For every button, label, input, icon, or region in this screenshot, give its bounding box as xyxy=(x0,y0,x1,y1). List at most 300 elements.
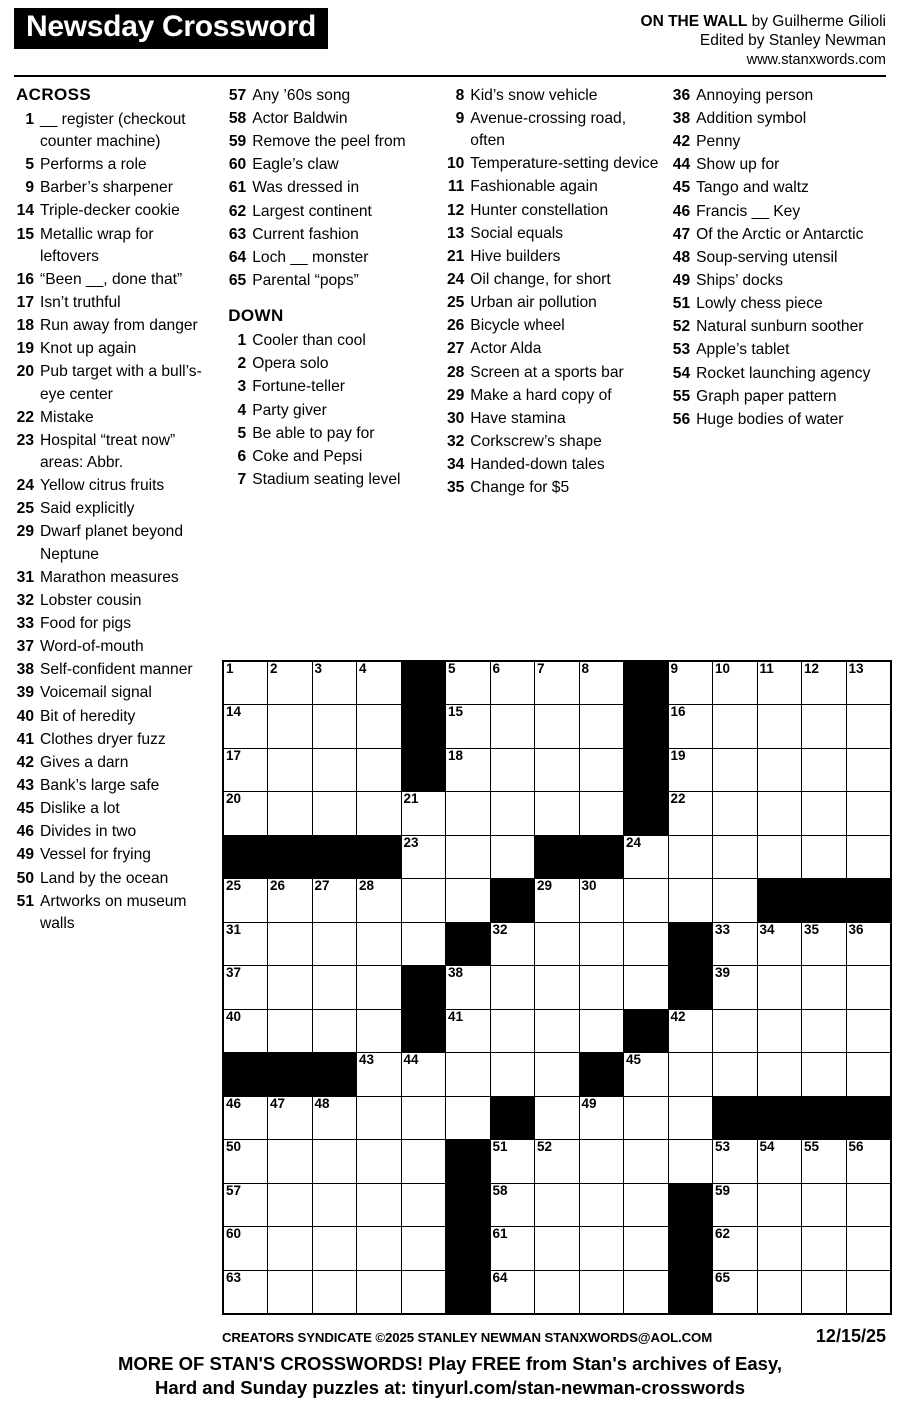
grid-cell[interactable] xyxy=(446,705,491,749)
grid-cell[interactable] xyxy=(312,1009,357,1053)
clue-number: 9 xyxy=(25,179,34,197)
clue-across-33[interactable] xyxy=(14,613,216,635)
grid-cell[interactable] xyxy=(490,966,535,1010)
clue-across-58[interactable] xyxy=(226,108,434,130)
grid-cell[interactable] xyxy=(713,879,758,923)
grid-cell[interactable] xyxy=(713,1227,758,1271)
grid-cell[interactable] xyxy=(312,879,357,923)
grid-block-cell xyxy=(757,1096,802,1140)
grid-cell[interactable] xyxy=(401,922,446,966)
grid-cell[interactable] xyxy=(223,1227,268,1271)
grid-cell[interactable] xyxy=(713,661,758,705)
grid-cell[interactable] xyxy=(802,661,847,705)
clue-down-9[interactable] xyxy=(444,108,660,152)
clue-across-50[interactable] xyxy=(14,868,216,890)
grid-row xyxy=(223,748,891,792)
grid-cell[interactable] xyxy=(535,1096,580,1140)
grid-cell[interactable] xyxy=(713,705,758,749)
clue-down-4[interactable] xyxy=(226,400,434,422)
clue-down-25[interactable] xyxy=(444,292,660,314)
grid-cell[interactable] xyxy=(268,661,313,705)
grid-cell[interactable] xyxy=(268,1096,313,1140)
grid-row xyxy=(223,835,891,879)
grid-cell[interactable] xyxy=(535,792,580,836)
clue-across-19[interactable] xyxy=(14,338,216,360)
grid-cell[interactable] xyxy=(535,1183,580,1227)
grid-cell[interactable] xyxy=(535,661,580,705)
down-clue-list-part2 xyxy=(444,85,660,500)
clue-across-41[interactable] xyxy=(14,729,216,751)
grid-cell[interactable] xyxy=(624,1140,669,1184)
grid-cell[interactable] xyxy=(401,1227,446,1271)
grid-cell[interactable] xyxy=(624,1053,669,1097)
grid-cell[interactable] xyxy=(490,1183,535,1227)
clue-down-49[interactable] xyxy=(670,270,886,292)
clue-down-48[interactable] xyxy=(670,247,886,269)
grid-cell-number: 43 xyxy=(359,1052,375,1067)
clue-number: 50 xyxy=(16,869,34,887)
grid-cell[interactable] xyxy=(757,966,802,1010)
grid-block-cell xyxy=(446,1140,491,1184)
grid-cell[interactable] xyxy=(579,705,624,749)
clue-down-35[interactable] xyxy=(444,477,660,499)
grid-cell[interactable] xyxy=(713,1009,758,1053)
grid-cell[interactable] xyxy=(802,835,847,879)
puzzle-author: by Guilherme Gilioli xyxy=(751,13,886,30)
grid-cell[interactable] xyxy=(802,1053,847,1097)
grid-cell[interactable] xyxy=(312,1227,357,1271)
grid-cell[interactable] xyxy=(535,1053,580,1097)
grid-cell[interactable] xyxy=(401,1053,446,1097)
clue-down-3[interactable] xyxy=(226,376,434,398)
clue-text: __ register (checkout counter machine) xyxy=(40,110,186,151)
grid-cell[interactable] xyxy=(535,748,580,792)
grid-cell[interactable] xyxy=(846,1270,891,1314)
grid-cell[interactable] xyxy=(223,792,268,836)
clue-across-59[interactable] xyxy=(226,131,434,153)
clue-down-46[interactable] xyxy=(670,201,886,223)
grid-cell[interactable] xyxy=(401,1270,446,1314)
clue-text: Party giver xyxy=(252,401,327,419)
clue-down-2[interactable] xyxy=(226,353,434,375)
grid-cell[interactable] xyxy=(312,1096,357,1140)
grid-cell[interactable] xyxy=(579,966,624,1010)
grid-cell[interactable] xyxy=(223,922,268,966)
clue-down-7[interactable] xyxy=(226,469,434,491)
grid-cell[interactable] xyxy=(490,792,535,836)
clue-down-44[interactable] xyxy=(670,154,886,176)
grid-cell[interactable] xyxy=(223,748,268,792)
grid-row xyxy=(223,1009,891,1053)
grid-cell[interactable] xyxy=(579,922,624,966)
grid-cell-number: 10 xyxy=(715,661,731,676)
grid-cell[interactable] xyxy=(312,705,357,749)
grid-block-cell xyxy=(757,879,802,923)
grid-cell[interactable] xyxy=(579,661,624,705)
grid-cell[interactable] xyxy=(357,1270,402,1314)
clue-number: 42 xyxy=(16,753,34,771)
clue-across-14[interactable] xyxy=(14,200,216,222)
clue-across-25[interactable] xyxy=(14,498,216,520)
grid-cell-number: 31 xyxy=(226,921,242,937)
grid-cell[interactable] xyxy=(357,792,402,836)
grid-cell[interactable] xyxy=(312,661,357,705)
clue-across-65[interactable] xyxy=(226,270,434,292)
grid-cell[interactable] xyxy=(490,1140,535,1184)
clue-across-60[interactable] xyxy=(226,154,434,176)
clue-down-28[interactable] xyxy=(444,362,660,384)
grid-cell[interactable] xyxy=(223,1183,268,1227)
clue-across-9[interactable] xyxy=(14,177,216,199)
clue-down-21[interactable] xyxy=(444,246,660,268)
grid-cell[interactable] xyxy=(846,705,891,749)
grid-cell[interactable] xyxy=(579,1096,624,1140)
clue-down-54[interactable] xyxy=(670,363,886,385)
clue-down-52[interactable] xyxy=(670,316,886,338)
clue-down-36[interactable] xyxy=(670,85,886,107)
clue-across-40[interactable] xyxy=(14,706,216,728)
clue-down-8[interactable] xyxy=(444,85,660,107)
grid-cell[interactable] xyxy=(312,1270,357,1314)
clue-down-42[interactable] xyxy=(670,131,886,153)
grid-cell[interactable] xyxy=(401,1140,446,1184)
clue-across-51[interactable] xyxy=(14,891,216,935)
grid-cell[interactable] xyxy=(757,1270,802,1314)
clue-down-47[interactable] xyxy=(670,224,886,246)
grid-cell[interactable] xyxy=(357,966,402,1010)
clue-across-57[interactable] xyxy=(226,85,434,107)
grid-cell[interactable] xyxy=(446,792,491,836)
grid-cell-number: 15 xyxy=(448,704,464,719)
grid-cell[interactable] xyxy=(624,922,669,966)
grid-cell[interactable] xyxy=(490,835,535,879)
grid-cell[interactable] xyxy=(624,1096,669,1140)
grid-cell[interactable] xyxy=(268,1270,313,1314)
grid-cell[interactable] xyxy=(624,835,669,879)
grid-cell[interactable] xyxy=(357,1227,402,1271)
grid-cell[interactable] xyxy=(223,1270,268,1314)
clue-text: Fortune-teller xyxy=(252,378,345,396)
grid-cell[interactable] xyxy=(668,705,713,749)
grid-cell[interactable] xyxy=(446,1009,491,1053)
grid-cell[interactable] xyxy=(624,966,669,1010)
clue-across-37[interactable] xyxy=(14,636,216,658)
grid-cell[interactable] xyxy=(757,1140,802,1184)
clue-text: Loch __ monster xyxy=(252,248,369,266)
grid-cell[interactable] xyxy=(713,966,758,1010)
clue-down-10[interactable] xyxy=(444,153,660,175)
clue-down-5[interactable] xyxy=(226,423,434,445)
clue-across-62[interactable] xyxy=(226,201,434,223)
grid-cell[interactable] xyxy=(846,1009,891,1053)
grid-cell[interactable] xyxy=(579,879,624,923)
clue-across-42[interactable] xyxy=(14,752,216,774)
clue-down-26[interactable] xyxy=(444,315,660,337)
clue-down-11[interactable] xyxy=(444,176,660,198)
grid-cell[interactable] xyxy=(535,966,580,1010)
clue-across-24[interactable] xyxy=(14,475,216,497)
grid-cell[interactable] xyxy=(446,1053,491,1097)
grid-cell[interactable] xyxy=(490,1270,535,1314)
clue-text: Voicemail signal xyxy=(40,684,152,702)
grid-cell[interactable] xyxy=(446,835,491,879)
clue-across-23[interactable] xyxy=(14,430,216,474)
grid-cell[interactable] xyxy=(624,1227,669,1271)
grid-cell[interactable] xyxy=(846,966,891,1010)
grid-cell[interactable] xyxy=(223,879,268,923)
grid-cell[interactable] xyxy=(401,1183,446,1227)
grid-cell[interactable] xyxy=(757,1053,802,1097)
grid-cell[interactable] xyxy=(535,879,580,923)
grid-cell[interactable] xyxy=(802,922,847,966)
grid-cell[interactable] xyxy=(802,1009,847,1053)
grid-cell[interactable] xyxy=(668,1140,713,1184)
grid-cell[interactable] xyxy=(624,1270,669,1314)
grid-cell[interactable] xyxy=(268,966,313,1010)
clue-across-38[interactable] xyxy=(14,659,216,681)
clue-across-31[interactable] xyxy=(14,567,216,589)
grid-cell[interactable] xyxy=(668,1096,713,1140)
clue-down-53[interactable] xyxy=(670,339,886,361)
grid-cell[interactable] xyxy=(846,1140,891,1184)
grid-cell[interactable] xyxy=(802,1183,847,1227)
grid-cell[interactable] xyxy=(446,1096,491,1140)
grid-cell[interactable] xyxy=(223,661,268,705)
grid-cell[interactable] xyxy=(846,1227,891,1271)
grid-cell[interactable] xyxy=(713,922,758,966)
grid-cell[interactable] xyxy=(802,1270,847,1314)
grid-cell[interactable] xyxy=(446,661,491,705)
grid-cell[interactable] xyxy=(713,1183,758,1227)
grid-cell[interactable] xyxy=(357,1183,402,1227)
grid-cell[interactable] xyxy=(713,835,758,879)
grid-cell[interactable] xyxy=(223,1140,268,1184)
grid-cell[interactable] xyxy=(802,1140,847,1184)
grid-cell[interactable] xyxy=(535,705,580,749)
grid-cell[interactable] xyxy=(357,879,402,923)
grid-cell[interactable] xyxy=(579,1227,624,1271)
grid-cell[interactable] xyxy=(668,748,713,792)
grid-cell[interactable] xyxy=(268,792,313,836)
grid-cell[interactable] xyxy=(401,835,446,879)
grid-cell[interactable] xyxy=(757,705,802,749)
grid-cell[interactable] xyxy=(535,1227,580,1271)
clue-across-17[interactable] xyxy=(14,292,216,314)
grid-cell[interactable] xyxy=(757,1227,802,1271)
grid-cell[interactable] xyxy=(357,748,402,792)
clue-down-51[interactable] xyxy=(670,293,886,315)
grid-cell[interactable] xyxy=(268,879,313,923)
grid-cell[interactable] xyxy=(624,1183,669,1227)
grid-cell[interactable] xyxy=(668,1053,713,1097)
clue-text: Parental “pops” xyxy=(252,272,359,289)
grid-cell[interactable] xyxy=(668,792,713,836)
grid-cell[interactable] xyxy=(535,1009,580,1053)
grid-cell[interactable] xyxy=(312,1140,357,1184)
grid-cell[interactable] xyxy=(757,661,802,705)
grid-cell[interactable] xyxy=(357,922,402,966)
grid-cell[interactable] xyxy=(668,835,713,879)
grid-cell[interactable] xyxy=(802,792,847,836)
crossword-grid[interactable] xyxy=(222,660,892,1315)
grid-cell[interactable] xyxy=(713,792,758,836)
grid-cell[interactable] xyxy=(757,835,802,879)
clue-across-64[interactable] xyxy=(226,247,434,269)
clue-down-56[interactable] xyxy=(670,409,886,431)
grid-cell[interactable] xyxy=(490,661,535,705)
grid-cell[interactable] xyxy=(846,661,891,705)
grid-cell[interactable] xyxy=(713,1140,758,1184)
grid-cell[interactable] xyxy=(490,1053,535,1097)
grid-cell[interactable] xyxy=(668,661,713,705)
grid-cell[interactable] xyxy=(268,705,313,749)
clue-down-30[interactable] xyxy=(444,408,660,430)
grid-cell[interactable] xyxy=(846,835,891,879)
clue-down-45[interactable] xyxy=(670,177,886,199)
clue-number: 61 xyxy=(228,179,247,197)
clue-text: Any ’60s song xyxy=(252,86,351,104)
clue-text: Bicycle wheel xyxy=(470,317,565,335)
clue-down-12[interactable] xyxy=(444,200,660,222)
syndicate-credit: CREATORS SYNDICATE ©2025 STANLEY NEWMAN STANXWORDS@AOL.COM xyxy=(222,1330,713,1345)
grid-cell[interactable] xyxy=(846,1183,891,1227)
grid-cell[interactable] xyxy=(668,1009,713,1053)
grid-cell[interactable] xyxy=(268,1183,313,1227)
grid-cell[interactable] xyxy=(223,966,268,1010)
grid-cell[interactable] xyxy=(713,1053,758,1097)
clue-number: 14 xyxy=(16,202,34,220)
grid-cell[interactable] xyxy=(446,748,491,792)
grid-cell[interactable] xyxy=(312,1183,357,1227)
grid-cell[interactable] xyxy=(223,1096,268,1140)
grid-cell[interactable] xyxy=(713,748,758,792)
grid-cell[interactable] xyxy=(713,1270,758,1314)
grid-cell[interactable] xyxy=(757,1009,802,1053)
grid-cell[interactable] xyxy=(490,1009,535,1053)
grid-cell[interactable] xyxy=(802,966,847,1010)
clue-across-18[interactable] xyxy=(14,315,216,337)
grid-cell[interactable] xyxy=(312,748,357,792)
grid-cell[interactable] xyxy=(535,1140,580,1184)
grid-cell[interactable] xyxy=(268,748,313,792)
clue-down-55[interactable] xyxy=(670,386,886,408)
clue-down-38[interactable] xyxy=(670,108,886,130)
clue-down-27[interactable] xyxy=(444,338,660,360)
clue-across-63[interactable] xyxy=(226,224,434,246)
clue-across-20[interactable] xyxy=(14,361,216,405)
grid-cell[interactable] xyxy=(268,1009,313,1053)
grid-cell[interactable] xyxy=(802,1227,847,1271)
clue-across-49[interactable] xyxy=(14,844,216,866)
grid-cell[interactable] xyxy=(490,1227,535,1271)
grid-cell[interactable] xyxy=(624,879,669,923)
clue-number: 1 xyxy=(25,110,34,128)
clue-across-22[interactable] xyxy=(14,407,216,429)
clue-across-32[interactable] xyxy=(14,590,216,612)
grid-cell[interactable] xyxy=(357,1096,402,1140)
clue-down-1[interactable] xyxy=(226,330,434,352)
grid-cell[interactable] xyxy=(223,1009,268,1053)
grid-cell[interactable] xyxy=(268,922,313,966)
grid-cell[interactable] xyxy=(312,922,357,966)
grid-cell[interactable] xyxy=(357,1009,402,1053)
grid-cell[interactable] xyxy=(357,1053,402,1097)
grid-cell[interactable] xyxy=(446,966,491,1010)
grid-cell[interactable] xyxy=(357,1140,402,1184)
grid-cell[interactable] xyxy=(846,748,891,792)
grid-cell[interactable] xyxy=(757,1183,802,1227)
grid-cell[interactable] xyxy=(846,1053,891,1097)
clue-down-13[interactable] xyxy=(444,223,660,245)
clue-across-39[interactable] xyxy=(14,682,216,704)
grid-cell[interactable] xyxy=(490,748,535,792)
clue-down-34[interactable] xyxy=(444,454,660,476)
clue-text: Handed-down tales xyxy=(470,456,605,474)
grid-cell[interactable] xyxy=(668,879,713,923)
grid-cell[interactable] xyxy=(401,1096,446,1140)
grid-cell[interactable] xyxy=(802,748,847,792)
clue-down-32[interactable] xyxy=(444,431,660,453)
clue-text: Clothes dryer fuzz xyxy=(40,730,166,748)
grid-cell[interactable] xyxy=(846,922,891,966)
grid-cell[interactable] xyxy=(357,705,402,749)
grid-cell[interactable] xyxy=(446,879,491,923)
grid-cell[interactable] xyxy=(757,922,802,966)
clue-across-46[interactable] xyxy=(14,821,216,843)
clue-text: Be able to pay for xyxy=(252,424,375,442)
grid-cell[interactable] xyxy=(802,705,847,749)
clue-across-45[interactable] xyxy=(14,798,216,820)
grid-cell[interactable] xyxy=(223,705,268,749)
clue-down-29[interactable] xyxy=(444,385,660,407)
grid-cell[interactable] xyxy=(268,1227,313,1271)
grid-cell[interactable] xyxy=(401,792,446,836)
clue-across-15[interactable] xyxy=(14,224,216,268)
grid-cell[interactable] xyxy=(535,922,580,966)
grid-cell[interactable] xyxy=(490,922,535,966)
clue-down-6[interactable] xyxy=(226,446,434,468)
grid-cell[interactable] xyxy=(757,748,802,792)
grid-cell[interactable] xyxy=(312,792,357,836)
clue-text: Rocket launching agency xyxy=(696,364,871,382)
grid-cell[interactable] xyxy=(579,1140,624,1184)
grid-cell[interactable] xyxy=(312,966,357,1010)
grid-cell[interactable] xyxy=(357,661,402,705)
clue-across-43[interactable] xyxy=(14,775,216,797)
clue-number: 31 xyxy=(16,568,34,586)
grid-cell[interactable] xyxy=(268,1140,313,1184)
clue-across-1[interactable] xyxy=(14,109,216,153)
grid-cell[interactable] xyxy=(490,705,535,749)
clue-down-24[interactable] xyxy=(444,269,660,291)
clue-across-61[interactable] xyxy=(226,177,434,199)
grid-cell[interactable] xyxy=(401,879,446,923)
clue-across-16[interactable] xyxy=(14,269,216,291)
clue-across-29[interactable] xyxy=(14,521,216,565)
grid-cell[interactable] xyxy=(579,792,624,836)
grid-cell[interactable] xyxy=(579,1183,624,1227)
grid-cell[interactable] xyxy=(579,1270,624,1314)
grid-block-cell xyxy=(312,835,357,879)
grid-cell[interactable] xyxy=(535,1270,580,1314)
grid-row xyxy=(223,1270,891,1314)
grid-cell[interactable] xyxy=(579,748,624,792)
grid-cell[interactable] xyxy=(579,1009,624,1053)
grid-cell[interactable] xyxy=(846,792,891,836)
clue-across-5[interactable] xyxy=(14,154,216,176)
clue-text: Huge bodies of water xyxy=(696,410,844,428)
grid-cell[interactable] xyxy=(757,792,802,836)
